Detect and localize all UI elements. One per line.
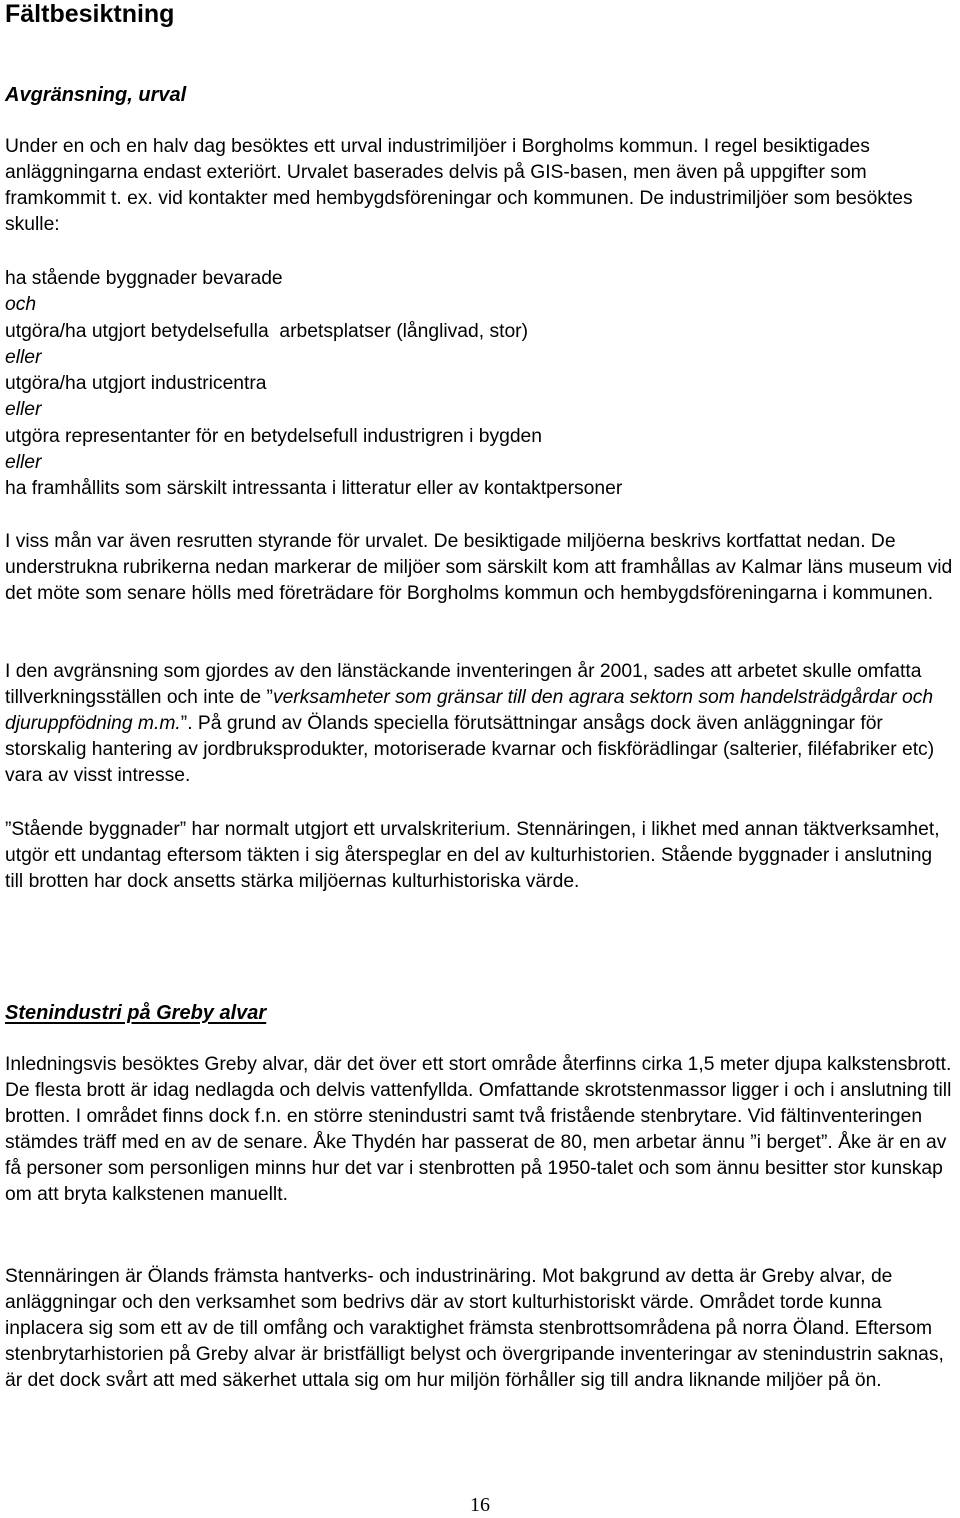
criteria-conjunction: eller <box>5 346 42 368</box>
criteria-item: utgöra representanter för en betydelsefull industrigren i bygden <box>5 425 542 447</box>
route-paragraph: I viss mån var även resrutten styrande för urvalet. De besiktigade miljöerna beskrivs kortfattat nedan. De understrukna rubrikerna nedan markerar de miljöer som särskilt kom att framhållas av Kalmar läns museum vid det möte som senare hölls med företrädare för Borgholms kommun och hembygdsföreningarna i kommunen. <box>5 531 953 604</box>
page-title: Fältbesiktning <box>5 0 175 28</box>
inventory-2001-quote: verksamheter som gränsar till den agrara sektorn som handelsträdgårdar och djuruppfödning m.m. <box>5 687 934 734</box>
section-subheading: Avgränsning, urval <box>5 84 187 106</box>
inventory-2001-paragraph <box>5 659 955 789</box>
greby-paragraph-2: Stennäringen är Ölands främsta hantverks- och industrinäring. Mot bakgrund av detta är Greby alvar, de anläggningar och den verksamhet som bedrivs där av stort kulturhistoriskt värde. Området torde kunna inplacera sig som ett av de till omfång och varaktighet främsta stenbrottsområdena på norra Öland. Eftersom stenbrytarhistorien på Greby alvar är bristfälligt belyst och övergripande inventeringar av stenindustrin saknas, är det dock svårt att med säkerhet uttala sig om hur miljön förhåller sig till andra liknande miljöer på ön. <box>5 1266 944 1391</box>
greby-paragraph-1: Inledningsvis besöktes Greby alvar, där det över ett stort område återfinns cirka 1,5 meter djupa kalkstensbrott. De flesta brott är idag nedlagda och delvis vattenfyllda. Omfattande skrotstenmassor ligger i och i anslutning till brotten. I området finns dock f.n. en större stenindustri samt två fristående stenbrytare. Vid fältinventeringen stämdes träff med en av de senare. Åke Thydén har passerat de 80, men arbetar ännu ”i berget”. Åke är en av få personer som personligen minns hur det var i stenbrotten på 1950-talet och som ännu besitter stor kunskap om att bryta kalkstenen manuellt. <box>5 1054 952 1205</box>
greby-section-heading: Stenindustri på Greby alvar <box>5 1002 267 1024</box>
criteria-conjunction: eller <box>5 399 42 421</box>
page-number: 16 <box>470 1494 490 1516</box>
criteria-list <box>5 266 622 503</box>
criteria-conjunction: eller <box>5 452 42 474</box>
inventory-2001-text-end: ”. På grund av Ölands speciella förutsättningar ansågs dock även anläggningar för storskalig hantering av jordbruksprodukter, motoriserade kvarnar och fiskförädlingar (salterier, filéfabriker etc) vara av visst intresse. <box>5 713 935 786</box>
criteria-item: utgöra/ha utgjort betydelsefulla arbetsplatser (långlivad, stor) <box>5 320 529 342</box>
criteria-item: utgöra/ha utgjort industricentra <box>5 373 267 395</box>
inventory-2001-text: I den avgränsning som gjordes av den länstäckande inventeringen år 2001, sades att arbetet skulle omfatta tillverkningsställen och inte de ” <box>5 661 922 708</box>
criteria-conjunction: och <box>5 294 37 316</box>
intro-paragraph: Under en och en halv dag besöktes ett urval industrimiljöer i Borgholms kommun. I regel besiktigades anläggningarna endast exteriört. Urvalet baserades delvis på GIS-basen, men även på uppgifter som framkommit t. ex. vid kontakter med hembygdsföreningar och kommunen. De industrimiljöer som besöktes skulle: <box>5 136 913 235</box>
criteria-item: ha framhållits som särskilt intressanta i litteratur eller av kontaktpersoner <box>5 478 623 500</box>
standing-buildings-paragraph: ”Stående byggnader” har normalt utgjort ett urvalskriterium. Stennäringen, i likhet med annan täktverksamhet, utgör ett undantag eftersom täkten i sig återspeglar en del av kulturhistorien. Stående byggnader i anslutning till brotten har dock ansetts stärka miljöernas kulturhistoriska värde. <box>5 819 940 892</box>
criteria-item: ha stående byggnader bevarade <box>5 268 283 289</box>
